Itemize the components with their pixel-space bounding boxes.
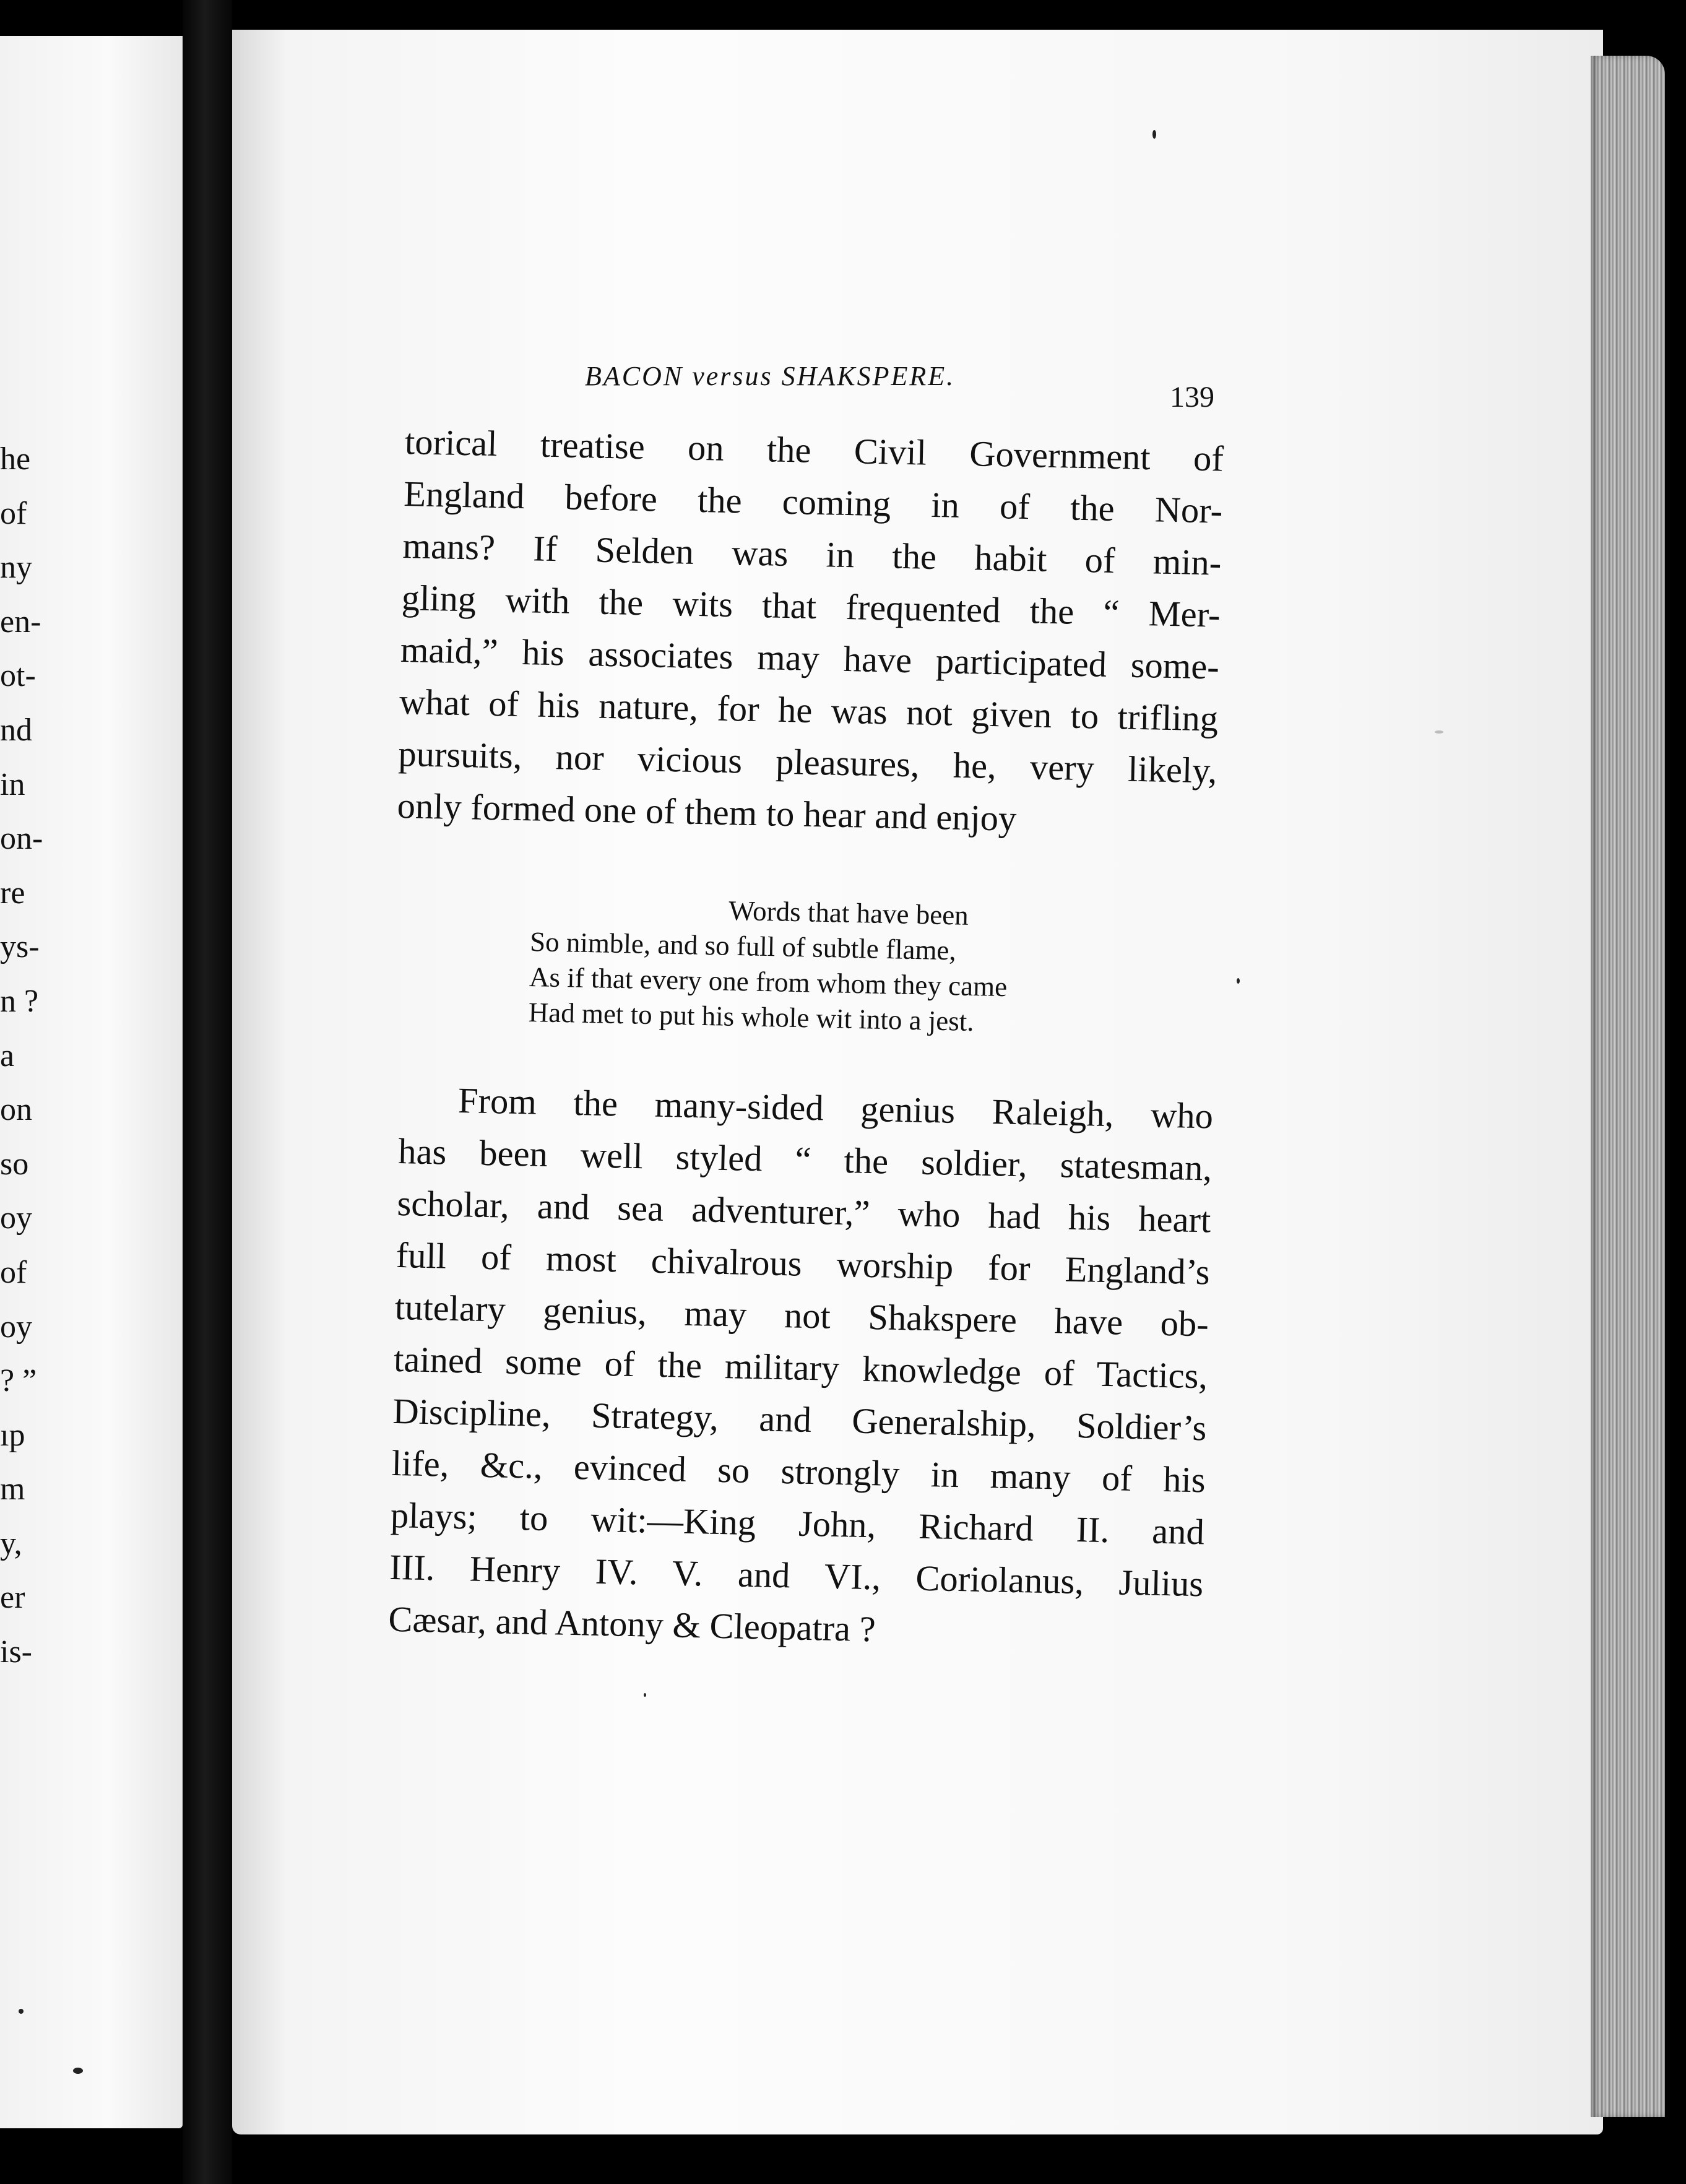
text-line: Cæsar, and Antony & Cleopatra ? — [387, 1598, 876, 1650]
left-fragment: y, — [0, 1525, 22, 1561]
book-gutter — [183, 0, 232, 2184]
paper-speck — [644, 1693, 646, 1697]
left-fragment: on- — [0, 821, 43, 857]
text-line: tutelary genius, may not Shakspere have ob- — [394, 1286, 1209, 1345]
left-fragment: oy — [0, 1309, 32, 1345]
text-line: maid,” his associates may have participated some- — [400, 629, 1220, 687]
left-fragment: m — [0, 1471, 25, 1507]
paper-speck — [1435, 730, 1443, 734]
left-fragment: ? ” — [0, 1363, 37, 1399]
verse-line: So nimble, and so full of subtle flame, — [529, 925, 957, 966]
left-fragment: so — [0, 1146, 29, 1182]
left-fragment: nd — [0, 712, 32, 748]
left-fragment: in — [0, 766, 25, 802]
paragraph-2 — [388, 1073, 1214, 1662]
text-line: pursuits, nor vicious pleasures, he, very likely, — [397, 733, 1217, 791]
left-fragment: of — [0, 1254, 27, 1290]
verse-line: As if that every one from whom they came — [529, 961, 1008, 1003]
paper-speck — [1152, 130, 1156, 139]
scan-border — [1665, 50, 1686, 2154]
text-line: Discipline, Strategy, and Generalship, Soldier’s — [392, 1390, 1207, 1449]
text-line: tained some of the military knowledge of Tactics, — [393, 1338, 1208, 1397]
left-facing-page — [0, 36, 183, 2128]
left-fragment: he — [0, 441, 31, 477]
verse-line: Words that have been — [728, 895, 969, 931]
left-fragment: is- — [0, 1634, 32, 1670]
running-head: BACON versus SHAKSPERE. — [585, 361, 956, 391]
text-line: From the many-sided genius Raleigh, who — [457, 1080, 1214, 1137]
verse-line: Had met to put his whole wit into a jest. — [528, 996, 975, 1038]
left-fragment: n ? — [0, 983, 39, 1019]
paragraph-1 — [397, 416, 1224, 849]
left-fragment: en- — [0, 604, 41, 639]
text-line: only formed one of them to hear and enjoy — [397, 785, 1017, 839]
paper-speck — [73, 2068, 83, 2074]
text-line: life, &c., evinced so strongly in many of his — [391, 1442, 1206, 1501]
left-fragment: ot- — [0, 658, 36, 694]
text-line: mans? If Selden was in the habit of min- — [402, 525, 1222, 583]
left-fragment: er — [0, 1580, 25, 1616]
left-fragment: oy — [0, 1200, 32, 1236]
left-page-text-fragments — [0, 432, 62, 1679]
text-line: gling with the wits that frequented the “ Mer- — [401, 577, 1221, 635]
text-line: what of his nature, for he was not given to trifling — [399, 681, 1219, 739]
text-line: III. Henry IV. V. and VI., Coriolanus, Julius — [389, 1546, 1204, 1605]
page-number: 139 — [1170, 381, 1214, 414]
left-fragment: of — [0, 495, 27, 531]
left-fragment: a — [0, 1038, 15, 1073]
text-line: full of most chivalrous worship for England’s — [396, 1234, 1211, 1293]
left-fragment: re — [0, 875, 25, 911]
text-line: torical treatise on the Civil Government of — [404, 421, 1224, 479]
left-fragment: ny — [0, 550, 32, 586]
left-fragment: on — [0, 1092, 32, 1128]
paper-speck — [1237, 978, 1240, 984]
text-line: plays; to wit:—King John, Richard II. and — [390, 1494, 1205, 1553]
text-line: England before the coming in of the Nor- — [403, 473, 1223, 531]
verse-quotation — [528, 889, 1144, 1043]
text-line: has been well styled “ the soldier, statesman, — [397, 1130, 1213, 1189]
text-line: scholar, and sea adventurer,” who had his heart — [396, 1182, 1212, 1241]
page-edges — [1591, 56, 1665, 2117]
left-fragment: ıp — [0, 1417, 25, 1453]
paper-speck — [19, 2009, 24, 2014]
left-fragment: ys- — [0, 929, 40, 965]
